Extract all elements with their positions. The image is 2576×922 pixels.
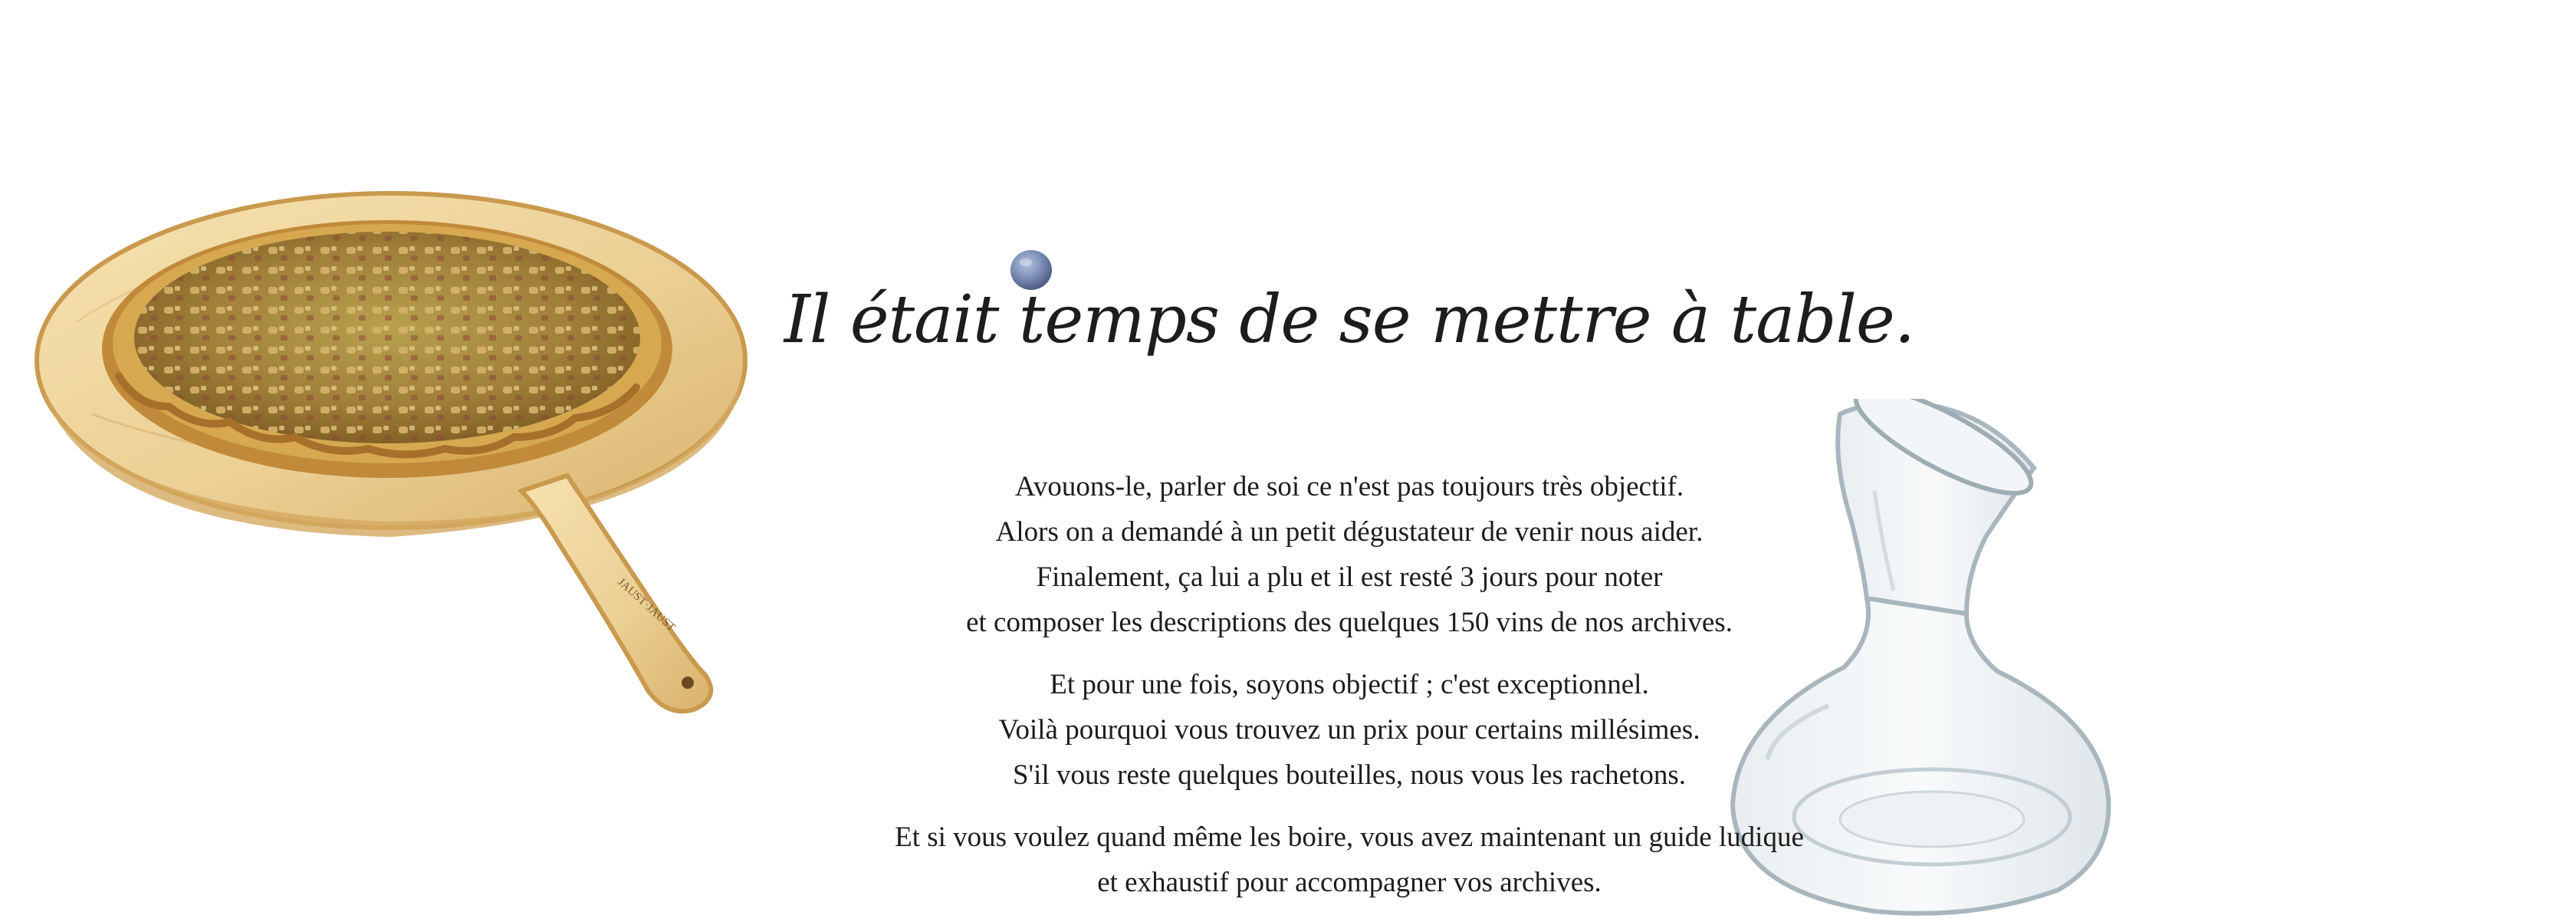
- page-title: Il était temps de se mettre à table.: [784, 282, 1915, 358]
- text-line: Alors on a demandé à un petit dégustateur de venir nous aider.: [995, 516, 1704, 548]
- text-line: Finalement, ça lui a plu et il est resté 3 jours pour noter: [1036, 561, 1663, 593]
- paragraph-2: [767, 662, 1932, 798]
- text-line: et composer les descriptions des quelques 150 vins de nos archives.: [966, 607, 1733, 638]
- text-line: S'il vous reste quelques bouteilles, nous vous les rachetons.: [1012, 759, 1687, 791]
- svg-text:JAUST·JAUST: JAUST·JAUST: [615, 576, 678, 634]
- text-line: et exhaustif pour accompagner vos archives.: [1097, 867, 1602, 898]
- paragraph-1: [767, 464, 1932, 645]
- text-line: Et pour une fois, soyons objectif ; c'est exceptionnel.: [1050, 669, 1649, 700]
- paragraph-3: [767, 815, 1932, 905]
- text-line: Voilà pourquoi vous trouvez un prix pour certains millésimes.: [998, 714, 1700, 746]
- tart-illustration: [31, 184, 767, 721]
- text-line: Avouons-le, parler de soi ce n'est pas toujours très objectif.: [1014, 471, 1684, 502]
- intro-text: [767, 464, 1932, 922]
- text-line: Et si vous voulez quand même les boire, vous avez maintenant un guide ludique: [895, 822, 1804, 853]
